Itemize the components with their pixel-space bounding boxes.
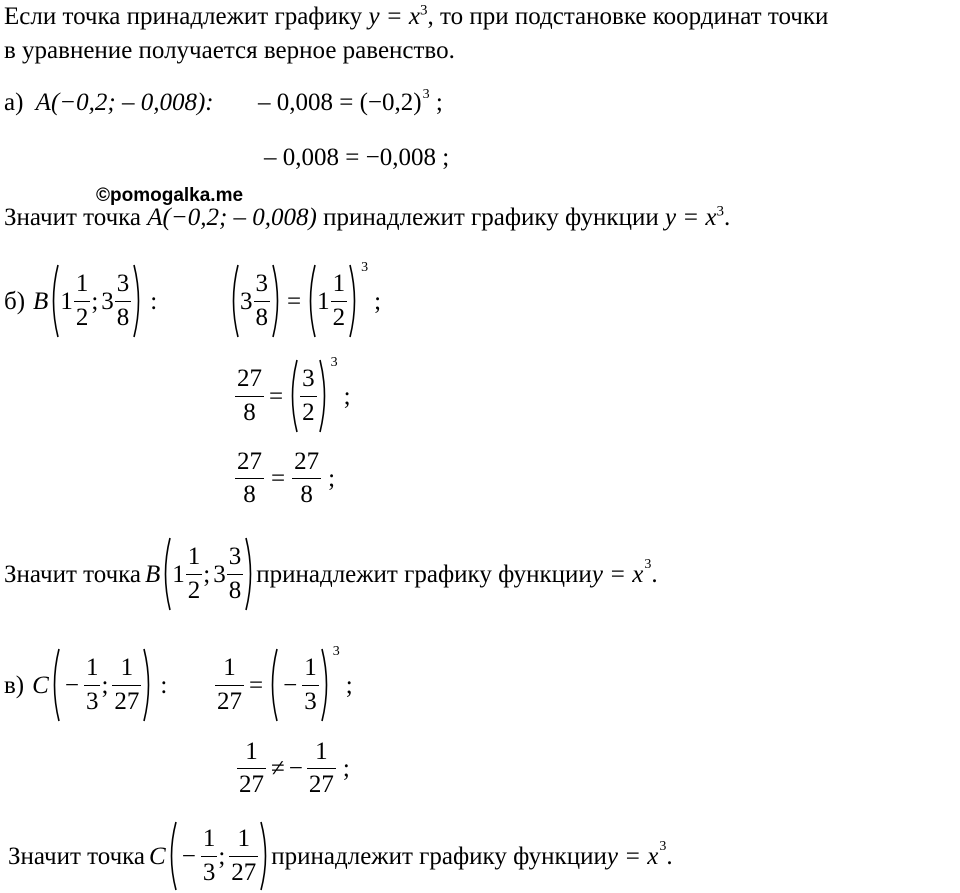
- right-paren: [318, 358, 330, 434]
- colon: :: [150, 287, 158, 315]
- intro-text: , то при подстановке координат точки: [427, 3, 829, 30]
- fraction: [235, 449, 264, 509]
- right-paren: [271, 263, 283, 339]
- fraction-bar: [227, 574, 244, 575]
- denominator: 8: [228, 576, 242, 604]
- fraction-bar: [302, 685, 319, 686]
- fraction-bar: [307, 768, 336, 769]
- fraction-bar: [115, 301, 132, 302]
- point-c-letter: C: [149, 842, 166, 870]
- intro-line-1: [4, 4, 828, 29]
- fraction: [300, 366, 317, 426]
- fraction: [112, 655, 141, 715]
- denominator: 3: [202, 858, 216, 886]
- fraction-bar: [300, 396, 317, 397]
- part-b-conclusion: [4, 536, 658, 612]
- exponent: 3: [332, 644, 340, 659]
- numerator: 1: [223, 654, 236, 682]
- conclusion-text: Значит точка: [4, 560, 142, 588]
- point-b-letter: B: [145, 560, 161, 588]
- numerator: 1: [187, 543, 201, 571]
- fraction: [254, 271, 271, 331]
- whole-part: 3: [213, 560, 226, 588]
- numerator: 1: [245, 738, 258, 765]
- point-b-letter: B: [33, 287, 49, 315]
- fraction: [115, 271, 132, 331]
- equation: – 0,008 = −0,008: [264, 144, 436, 171]
- fraction: [84, 655, 101, 715]
- denominator: 2: [332, 303, 346, 331]
- left-paren: [305, 263, 317, 339]
- denominator: 8: [300, 481, 313, 509]
- numerator: 3: [116, 270, 130, 298]
- numerator: 27: [237, 448, 262, 475]
- conclusion-text: Значит точка: [4, 204, 148, 231]
- fraction-bar: [201, 856, 218, 857]
- fraction: [215, 655, 244, 715]
- exponent: 3: [659, 839, 667, 854]
- part-label: в): [4, 671, 25, 699]
- part-b-header: [4, 263, 157, 339]
- fraction: [227, 544, 244, 604]
- part-b-equation-2: [234, 355, 351, 434]
- right-paren: [244, 536, 256, 612]
- minus-sign: −: [181, 842, 196, 870]
- numerator: 3: [255, 270, 268, 298]
- function-formula: y = x: [591, 560, 644, 588]
- semicolon: ;: [343, 382, 351, 410]
- fraction: [307, 739, 336, 799]
- part-a-conclusion: [4, 205, 730, 230]
- fraction-bar: [74, 301, 91, 302]
- denominator: 2: [187, 576, 201, 604]
- semicolon: ;: [345, 671, 353, 699]
- fraction-bar: [112, 685, 141, 686]
- point-a: A(−0,2; – 0,008): [147, 204, 317, 231]
- part-c-header: [4, 647, 167, 723]
- denominator: 8: [243, 481, 256, 509]
- part-b-equation-1: [228, 260, 382, 339]
- numerator: 1: [237, 825, 251, 853]
- minus-sign: −: [64, 671, 79, 699]
- semicolon: ;: [342, 755, 350, 783]
- exponent: 3: [422, 87, 430, 102]
- semicolon: ;: [442, 144, 450, 171]
- part-label: а): [4, 89, 24, 116]
- numerator: 1: [75, 270, 89, 298]
- fraction: [74, 271, 91, 331]
- denominator: 2: [302, 398, 315, 426]
- numerator: 3: [302, 365, 315, 393]
- minus-sign: −: [288, 755, 303, 783]
- semicolon: ;: [328, 465, 336, 493]
- whole-part: 1: [317, 287, 330, 315]
- left-paren: [267, 647, 279, 723]
- exponent: 3: [361, 260, 369, 275]
- fraction: [201, 826, 218, 886]
- numerator: 1: [315, 738, 328, 765]
- part-c-conclusion: [8, 820, 673, 892]
- part-label: б): [4, 287, 26, 315]
- left-paren: [166, 820, 178, 892]
- right-paren: [259, 820, 271, 892]
- equals-sign: =: [249, 671, 264, 699]
- whole-part: 1: [60, 287, 73, 315]
- denominator: 27: [217, 687, 242, 715]
- denominator: 8: [116, 303, 130, 331]
- whole-part: 3: [240, 287, 253, 315]
- period: .: [651, 560, 658, 588]
- numerator: 1: [332, 270, 346, 298]
- exponent: 3: [330, 355, 338, 370]
- period: .: [724, 204, 731, 231]
- exponent: 3: [716, 203, 725, 220]
- left-paren: [287, 358, 299, 434]
- fraction-bar: [84, 685, 101, 686]
- denominator: 3: [304, 687, 317, 715]
- part-c-equation-1: [214, 644, 353, 723]
- fraction: [186, 544, 203, 604]
- equals-sign: =: [287, 287, 302, 315]
- fraction-bar: [331, 301, 348, 302]
- colon: :: [160, 671, 168, 699]
- fraction-bar: [254, 301, 271, 302]
- numerator: 1: [120, 654, 134, 682]
- part-a-equation-1: [258, 87, 443, 116]
- function-formula: y = x: [664, 204, 717, 231]
- left-paren: [160, 536, 172, 612]
- function-formula: y = x: [606, 842, 659, 870]
- intro-line-2: в уравнение получается верное равенство.: [4, 37, 455, 64]
- separator: ;: [203, 560, 211, 588]
- period: .: [666, 842, 673, 870]
- equals-sign: =: [271, 465, 286, 493]
- fraction: [235, 366, 264, 426]
- fraction: [331, 271, 348, 331]
- conclusion-text: принадлежит графику функции: [316, 204, 665, 231]
- conclusion-text: Значит точка: [8, 842, 146, 870]
- numerator: 27: [237, 365, 262, 393]
- right-paren: [132, 263, 144, 339]
- denominator: 8: [255, 303, 268, 331]
- part-b-equation-3: [234, 449, 335, 509]
- fraction: [292, 449, 321, 509]
- fraction-bar: [292, 478, 321, 479]
- whole-part: 3: [101, 287, 114, 315]
- fraction: [302, 655, 319, 715]
- intro-text: Если точка принадлежит графику: [4, 3, 369, 30]
- conclusion-text: принадлежит графику функции: [271, 842, 607, 870]
- denominator: 8: [243, 398, 256, 426]
- separator: ;: [91, 287, 99, 315]
- part-a-header: [4, 90, 214, 115]
- semicolon: ;: [435, 89, 443, 116]
- denominator: 3: [85, 687, 99, 715]
- minus-sign: −: [283, 671, 298, 699]
- numerator: 1: [304, 654, 317, 682]
- point-c-letter: C: [32, 671, 49, 699]
- fraction-bar: [235, 478, 264, 479]
- numerator: 1: [202, 825, 216, 853]
- denominator: 27: [231, 858, 257, 886]
- not-equal-sign: ≠: [271, 755, 285, 783]
- separator: ;: [101, 671, 109, 699]
- fraction-bar: [215, 685, 244, 686]
- denominator: 27: [239, 771, 264, 799]
- fraction-bar: [186, 574, 203, 575]
- fraction-bar: [237, 768, 266, 769]
- fraction-bar: [229, 856, 258, 857]
- point-a: A(−0,2; – 0,008):: [35, 89, 214, 116]
- right-paren: [348, 263, 360, 339]
- denominator: 27: [308, 771, 334, 799]
- exponent: 3: [420, 2, 428, 19]
- part-c-equation-2: [236, 739, 350, 799]
- left-paren: [48, 263, 60, 339]
- denominator: 27: [114, 687, 140, 715]
- numerator: 3: [228, 543, 242, 571]
- separator: ;: [218, 842, 226, 870]
- exponent: 3: [644, 557, 652, 572]
- fraction: [229, 826, 258, 886]
- whole-part: 1: [172, 560, 185, 588]
- numerator: 1: [85, 654, 99, 682]
- left-paren: [49, 647, 61, 723]
- semicolon: ;: [374, 287, 382, 315]
- fraction: [237, 739, 266, 799]
- watermark: ©pomogalka.me: [96, 185, 244, 206]
- function-formula: y = x: [368, 3, 420, 30]
- part-a-equation-2: [264, 145, 449, 170]
- conclusion-text: принадлежит графику функции: [256, 560, 592, 588]
- right-paren: [142, 647, 154, 723]
- fraction-bar: [235, 396, 264, 397]
- left-paren: [228, 263, 240, 339]
- equation: – 0,008 = (−0,2): [258, 89, 422, 116]
- denominator: 2: [75, 303, 89, 331]
- right-paren: [320, 647, 332, 723]
- numerator: 27: [294, 448, 320, 475]
- equals-sign: =: [269, 382, 284, 410]
